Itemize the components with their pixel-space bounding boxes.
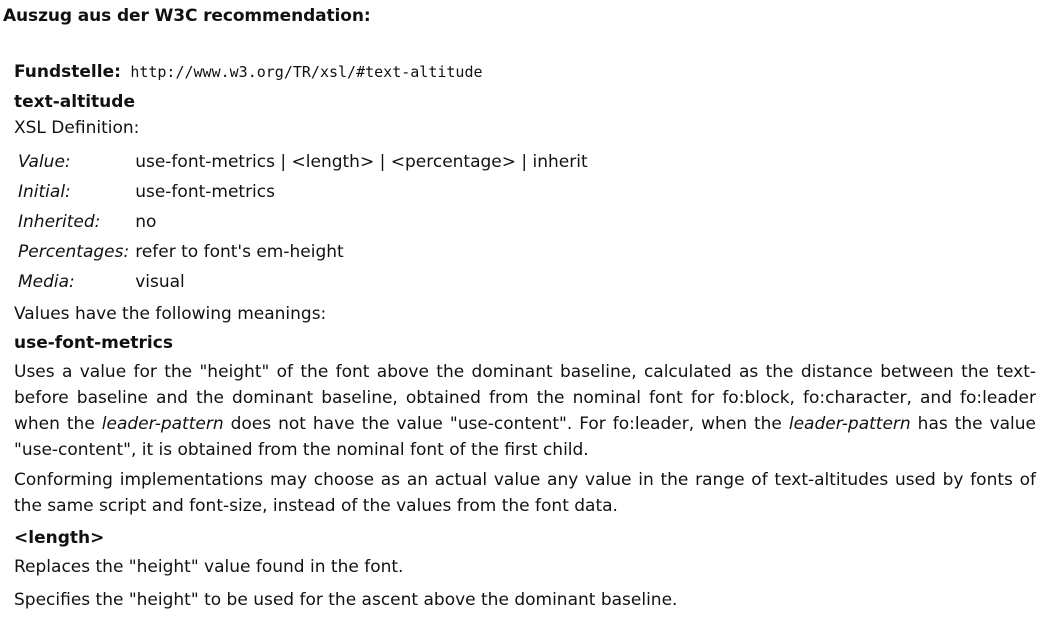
xsl-definition-label: XSL Definition: <box>14 118 140 138</box>
length-specification: Specifies the "height" to be used for the ascent above the dominant baseline. <box>14 590 678 610</box>
description-text: Uses a value for the "height" of the font above the dominant baseline, calculated as the distance between the text-before baseline and the dominant baseline, obtained from the nominal font for fo:block, fo:character, and fo:leader when the <box>14 362 1036 434</box>
excerpt-heading: Auszug aus der W3C recommendation: <box>3 6 371 26</box>
definition-key: Value: <box>18 152 71 172</box>
definition-value: use-font-metrics | <length> | <percentage> | inherit <box>135 152 588 172</box>
definition-value: no <box>135 212 157 232</box>
use-font-metrics-description <box>14 359 1036 463</box>
definition-value: visual <box>135 272 185 292</box>
recommendation-excerpt <box>14 60 1036 613</box>
value-term-length: <length> <box>14 528 105 548</box>
definition-table <box>15 147 591 297</box>
definition-row-percentages <box>15 237 591 267</box>
source-reference <box>14 60 1036 84</box>
definition-row-inherited <box>15 207 591 237</box>
value-term-use-font-metrics: use-font-metrics <box>14 333 173 353</box>
source-label: Fundstelle: <box>14 62 121 82</box>
leader-pattern-term: leader-pattern <box>101 414 224 434</box>
description-text: does not have the value "use-content". For fo:leader, when the <box>223 414 789 434</box>
description-text: has the value "use-content", it is obtained from the nominal font of the first child. <box>14 414 1037 460</box>
conforming-implementations-note: Conforming implementations may choose as an actual value any value in the range of text-altitudes used by fonts of the same script and font-size, instead of the values from the font data. <box>14 470 1036 516</box>
length-description: Replaces the "height" value found in the font. <box>14 557 404 577</box>
definition-key: Inherited: <box>18 212 101 232</box>
definition-row-value <box>15 147 591 177</box>
definition-row-initial <box>15 177 591 207</box>
definition-key: Initial: <box>18 182 71 202</box>
source-url: http://www.w3.org/TR/xsl/#text-altitude <box>130 63 483 81</box>
definition-row-media <box>15 267 591 297</box>
definition-key: Media: <box>18 272 75 292</box>
leader-pattern-term: leader-pattern <box>788 414 911 434</box>
definition-key: Percentages: <box>18 242 130 262</box>
definition-value: refer to font's em-height <box>135 242 344 262</box>
values-intro: Values have the following meanings: <box>14 304 327 324</box>
definition-value: use-font-metrics <box>135 182 275 202</box>
property-name: text-altitude <box>14 92 135 112</box>
